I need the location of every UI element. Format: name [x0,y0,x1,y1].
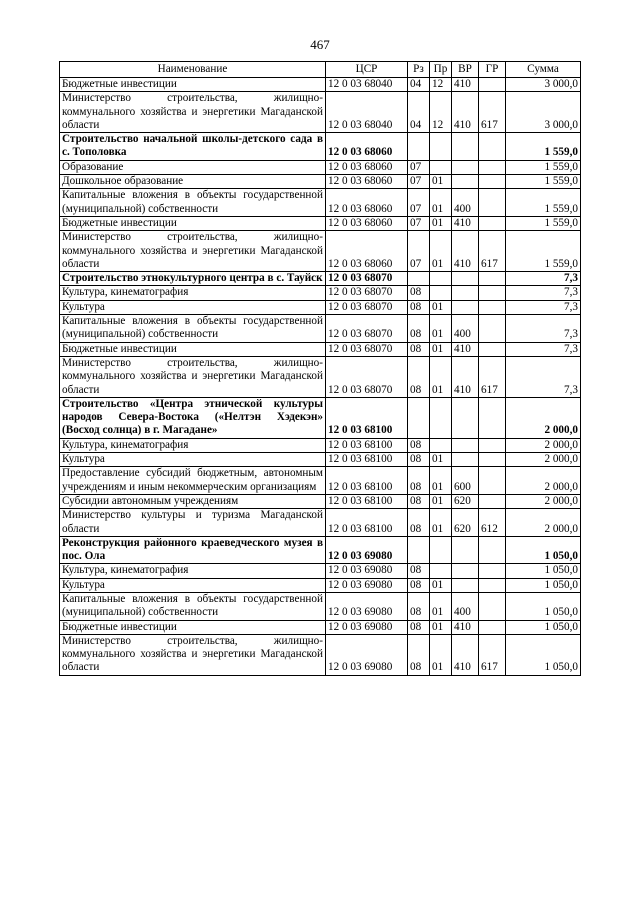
table-cell-gr: 617 [479,634,506,675]
table-cell-rz: 04 [408,92,430,133]
table-cell-gr [479,300,506,314]
table-row [60,564,581,578]
table-cell-pr: 01 [430,578,452,592]
table-cell-csr: 12 0 03 68040 [326,92,408,133]
table-cell-rz: 07 [408,189,430,217]
table-cell-gr: 617 [479,231,506,272]
table-cell-gr [479,175,506,189]
table-cell-name: Культура, кинематография [60,564,326,578]
table-cell-pr [430,438,452,452]
table-cell-pr [430,536,452,564]
table-cell-sum: 1 050,0 [506,536,581,564]
table-cell-rz: 08 [408,494,430,508]
table-cell-csr: 12 0 03 68060 [326,175,408,189]
table-cell-name: Образование [60,160,326,174]
table-cell-rz [408,397,430,438]
table-cell-vr: 400 [452,592,479,620]
table-cell-rz: 07 [408,160,430,174]
table-cell-rz: 08 [408,578,430,592]
header-sum: Сумма [506,62,581,78]
table-cell-pr: 01 [430,467,452,495]
table-cell-sum: 3 000,0 [506,92,581,133]
table-cell-vr: 410 [452,216,479,230]
table-cell-gr [479,467,506,495]
table-cell-rz: 08 [408,620,430,634]
table-cell-pr [430,564,452,578]
table-cell-rz: 08 [408,342,430,356]
table-cell-vr: 400 [452,315,479,343]
table-cell-sum: 1 559,0 [506,231,581,272]
table-cell-sum: 1 559,0 [506,216,581,230]
table-cell-name: Бюджетные инвестиции [60,78,326,92]
table-row [60,536,581,564]
table-cell-name: Строительство этнокультурного центра в с. Тауйск [60,272,326,286]
table-cell-rz: 08 [408,315,430,343]
table-row [60,286,581,300]
table-cell-sum: 1 559,0 [506,189,581,217]
table-cell-csr: 12 0 03 68070 [326,286,408,300]
table-cell-vr: 400 [452,189,479,217]
table-cell-gr [479,216,506,230]
table-cell-sum: 7,3 [506,272,581,286]
table-cell-gr [479,494,506,508]
table-cell-pr: 12 [430,92,452,133]
table-cell-pr [430,286,452,300]
table-cell-pr: 01 [430,231,452,272]
table-cell-gr [479,438,506,452]
table-cell-csr: 12 0 03 68070 [326,315,408,343]
table-cell-rz: 08 [408,564,430,578]
table-cell-sum: 1 050,0 [506,592,581,620]
table-cell-sum: 7,3 [506,300,581,314]
table-row [60,578,581,592]
table-cell-name: Предоставление субсидий бюджетным, автономным учреждениям и иным некоммерческим организациям [60,467,326,495]
table-cell-vr [452,438,479,452]
table-cell-vr [452,286,479,300]
budget-table [59,61,581,676]
table-cell-csr: 12 0 03 68100 [326,467,408,495]
table-cell-rz: 08 [408,438,430,452]
table-row [60,189,581,217]
table-cell-csr: 12 0 03 68070 [326,342,408,356]
table-cell-gr [479,160,506,174]
table-cell-gr: 617 [479,92,506,133]
table-row [60,92,581,133]
table-cell-gr [479,78,506,92]
table-cell-csr: 12 0 03 69080 [326,578,408,592]
table-cell-csr: 12 0 03 68100 [326,509,408,537]
table-cell-vr: 410 [452,620,479,634]
table-row [60,216,581,230]
table-cell-csr: 12 0 03 68070 [326,272,408,286]
table-cell-vr: 410 [452,78,479,92]
table-header-row [60,62,581,78]
table-cell-pr: 01 [430,620,452,634]
table-cell-name: Бюджетные инвестиции [60,620,326,634]
table-cell-gr [479,315,506,343]
table-cell-csr: 12 0 03 68100 [326,494,408,508]
table-cell-name: Культура [60,578,326,592]
table-cell-pr [430,272,452,286]
table-cell-vr: 410 [452,92,479,133]
table-cell-name: Министерство строительства, жилищно-коммунального хозяйства и энергетики Магаданской области [60,356,326,397]
table-cell-pr: 12 [430,78,452,92]
table-cell-name: Капитальные вложения в объекты государственной (муниципальной) собственности [60,189,326,217]
table-row [60,494,581,508]
table-cell-csr: 12 0 03 68040 [326,78,408,92]
table-cell-rz: 08 [408,286,430,300]
table-cell-sum: 1 559,0 [506,133,581,161]
table-cell-sum: 1 559,0 [506,160,581,174]
table-cell-name: Капитальные вложения в объекты государственной (муниципальной) собственности [60,315,326,343]
table-cell-vr [452,536,479,564]
table-cell-pr [430,133,452,161]
table-cell-csr: 12 0 03 69080 [326,620,408,634]
table-cell-rz: 07 [408,175,430,189]
table-cell-gr [479,536,506,564]
table-cell-vr [452,175,479,189]
header-pr: Пр [430,62,452,78]
table-cell-pr: 01 [430,216,452,230]
table-cell-name: Министерство культуры и туризма Магаданской области [60,509,326,537]
table-cell-name: Министерство строительства, жилищно-коммунального хозяйства и энергетики Магаданской области [60,634,326,675]
header-rz: Рз [408,62,430,78]
table-cell-rz: 08 [408,356,430,397]
table-cell-sum: 7,3 [506,286,581,300]
table-cell-gr: 612 [479,509,506,537]
table-cell-sum: 7,3 [506,356,581,397]
table-cell-sum: 2 000,0 [506,453,581,467]
table-row [60,300,581,314]
table-cell-csr: 12 0 03 68060 [326,231,408,272]
table-cell-gr [479,620,506,634]
table-cell-gr [479,133,506,161]
table-cell-sum: 1 050,0 [506,564,581,578]
header-csr: ЦСР [326,62,408,78]
table-cell-sum: 3 000,0 [506,78,581,92]
table-cell-csr: 12 0 03 68060 [326,189,408,217]
table-cell-pr: 01 [430,175,452,189]
table-row [60,397,581,438]
table-cell-sum: 1 050,0 [506,620,581,634]
table-cell-pr [430,160,452,174]
table-cell-name: Строительство «Центра этнической культуры народов Севера-Востока («Нелтэн Хэдекэн» (Восход солнца) в г. Магадане» [60,397,326,438]
table-cell-name: Бюджетные инвестиции [60,342,326,356]
table-cell-csr: 12 0 03 68060 [326,160,408,174]
table-cell-csr: 12 0 03 68100 [326,438,408,452]
table-cell-csr: 12 0 03 69080 [326,592,408,620]
table-row [60,78,581,92]
table-cell-vr [452,578,479,592]
table-cell-rz [408,272,430,286]
table-cell-rz: 08 [408,634,430,675]
table-cell-sum: 2 000,0 [506,397,581,438]
header-vr: ВР [452,62,479,78]
table-cell-pr: 01 [430,189,452,217]
table-cell-sum: 1 050,0 [506,578,581,592]
table-row [60,356,581,397]
table-row [60,634,581,675]
table-cell-rz: 07 [408,231,430,272]
table-cell-sum: 7,3 [506,315,581,343]
table-cell-vr [452,564,479,578]
table-cell-csr: 12 0 03 68070 [326,356,408,397]
table-cell-sum: 1 050,0 [506,634,581,675]
header-name: Наименование [60,62,326,78]
table-cell-csr: 12 0 03 68100 [326,397,408,438]
table-cell-gr [479,592,506,620]
table-cell-name: Бюджетные инвестиции [60,216,326,230]
table-cell-csr: 12 0 03 68060 [326,216,408,230]
table-row [60,509,581,537]
table-cell-csr: 12 0 03 68070 [326,300,408,314]
table-cell-rz: 08 [408,592,430,620]
page-number: 467 [310,37,330,52]
table-cell-vr [452,160,479,174]
table-cell-gr: 617 [479,356,506,397]
table-cell-pr: 01 [430,634,452,675]
table-cell-pr [430,397,452,438]
table-cell-rz: 08 [408,467,430,495]
table-cell-pr: 01 [430,342,452,356]
table-cell-gr [479,564,506,578]
table-cell-pr: 01 [430,356,452,397]
table-cell-name: Министерство строительства, жилищно-коммунального хозяйства и энергетики Магаданской области [60,92,326,133]
table-cell-vr: 410 [452,342,479,356]
table-cell-sum: 1 559,0 [506,175,581,189]
table-cell-name: Культура, кинематография [60,438,326,452]
table-row [60,592,581,620]
table-cell-vr: 410 [452,356,479,397]
table-row [60,133,581,161]
table-cell-gr [479,578,506,592]
table-cell-rz [408,133,430,161]
table-cell-name: Дошкольное образование [60,175,326,189]
table-row [60,231,581,272]
table-cell-sum: 2 000,0 [506,509,581,537]
table-cell-rz: 07 [408,216,430,230]
table-cell-vr [452,133,479,161]
table-cell-csr: 12 0 03 69080 [326,564,408,578]
table-cell-name: Культура [60,453,326,467]
table-cell-rz: 08 [408,300,430,314]
table-cell-sum: 7,3 [506,342,581,356]
table-row [60,453,581,467]
table-row [60,342,581,356]
table-row [60,315,581,343]
table-row [60,467,581,495]
table-row [60,438,581,452]
table-cell-pr: 01 [430,300,452,314]
table-cell-rz: 08 [408,453,430,467]
table-cell-pr: 01 [430,592,452,620]
table-cell-csr: 12 0 03 68100 [326,453,408,467]
header-gr: ГР [479,62,506,78]
table-cell-vr: 620 [452,494,479,508]
table-cell-sum: 2 000,0 [506,438,581,452]
table-cell-name: Субсидии автономным учреждениям [60,494,326,508]
table-cell-vr [452,272,479,286]
table-cell-rz: 08 [408,509,430,537]
table-cell-gr [479,453,506,467]
table-cell-sum: 2 000,0 [506,467,581,495]
table-row [60,620,581,634]
table-cell-vr [452,453,479,467]
table-cell-vr: 600 [452,467,479,495]
table-cell-pr: 01 [430,453,452,467]
table-row [60,175,581,189]
table-row [60,160,581,174]
table-cell-gr [479,189,506,217]
table-row [60,272,581,286]
table-cell-vr: 410 [452,634,479,675]
table-cell-rz [408,536,430,564]
table-cell-gr [479,397,506,438]
table-cell-name: Культура [60,300,326,314]
table-cell-gr [479,286,506,300]
table-cell-name: Строительство начальной школы-детского сада в с. Тополовка [60,133,326,161]
table-cell-pr: 01 [430,494,452,508]
table-cell-rz: 04 [408,78,430,92]
table-cell-csr: 12 0 03 68060 [326,133,408,161]
table-cell-name: Реконструкция районного краеведческого музея в пос. Ола [60,536,326,564]
table-cell-csr: 12 0 03 69080 [326,634,408,675]
table-cell-pr: 01 [430,315,452,343]
table-cell-csr: 12 0 03 69080 [326,536,408,564]
table-cell-vr: 410 [452,231,479,272]
table-cell-vr [452,397,479,438]
table-cell-sum: 2 000,0 [506,494,581,508]
table-cell-pr: 01 [430,509,452,537]
table-cell-name: Культура, кинематография [60,286,326,300]
table-cell-name: Министерство строительства, жилищно-коммунального хозяйства и энергетики Магаданской области [60,231,326,272]
table-cell-vr [452,300,479,314]
table-cell-gr [479,272,506,286]
table-cell-vr: 620 [452,509,479,537]
table-cell-name: Капитальные вложения в объекты государственной (муниципальной) собственности [60,592,326,620]
table-cell-gr [479,342,506,356]
